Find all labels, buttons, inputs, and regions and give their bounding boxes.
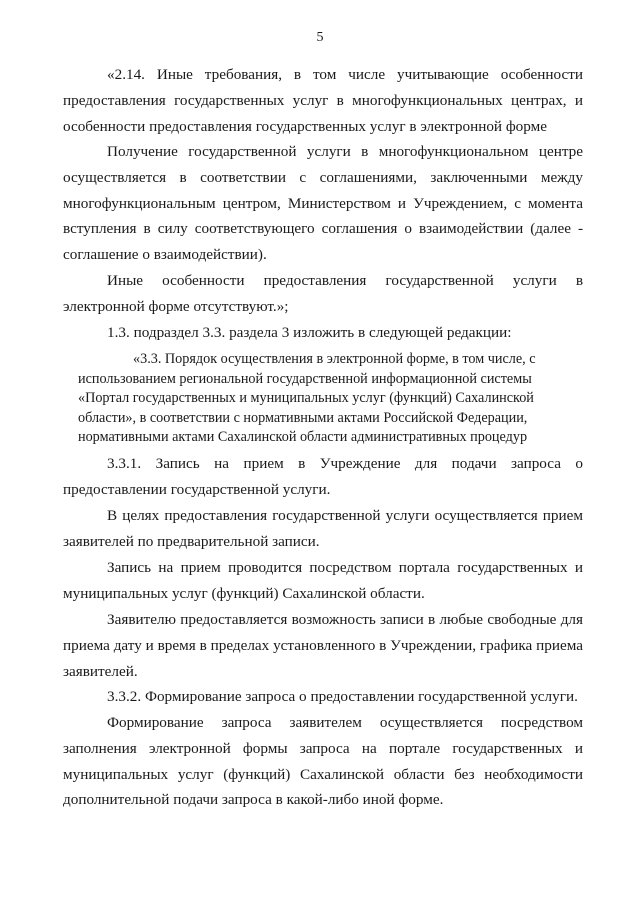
section-3-3-heading-line: использованием региональной государственной информационной системы xyxy=(78,370,532,387)
paragraph-3-3-2: 3.3.2. Формирование запроса о предоставлении государственной услуги. xyxy=(107,688,578,705)
section-3-3-heading-line: «3.3. Порядок осуществления в электронной форме, в том числе, с xyxy=(133,351,536,367)
section-3-3-heading-line: области», в соответствии с нормативными актами Российской Федерации, xyxy=(78,409,528,426)
paragraph-free-slots: Заявителю предоставляется возможность записи в любые свободные для приема дату и время в пределах установленного в Учреждении, графика приема заявителей. xyxy=(63,611,583,680)
paragraph-request-formation: Формирование запроса заявителем осуществляется посредством заполнения электронной формы запроса на портале государственных и муниципальных услуг (функций) Сахалинской области без необходимости дополнительной подачи запроса в какой-либо иной форме. xyxy=(63,714,583,809)
paragraph-3-3-1: 3.3.1. Запись на прием в Учреждение для подачи запроса о предоставлении государственной услуги. xyxy=(63,455,583,498)
section-3-3-heading-line: «Портал государственных и муниципальных услуг (функций) Сахалинской xyxy=(78,390,534,406)
paragraph-2-14-heading: «2.14. Иные требования, в том числе учитывающие особенности предоставления государственных услуг в многофункциональных центрах, и особенности предоставления государственных услуг в электронной форме xyxy=(63,66,583,135)
paragraph-mfc-services: Получение государственной услуги в многофункциональном центре осуществляется в соответствии с соглашениями, заключенными между многофункциональным центром, Министерством и Учреждением, с момента вступления в силу соответствующего соглашения о взаимодействии (далее - соглашение о взаимодействии). xyxy=(63,143,583,264)
paragraph-amendment-1-3: 1.3. подраздел 3.3. раздела 3 изложить в следующей редакции: xyxy=(107,324,512,341)
paragraph-appointment-portal: Запись на прием проводится посредством портала государственных и муниципальных услуг (функций) Сахалинской области. xyxy=(63,559,583,602)
paragraph-preliminary-appointment: В целях предоставления государственной услуги осуществляется прием заявителей по предварительной записи. xyxy=(63,507,583,550)
paragraph-electronic-absent: Иные особенности предоставления государственной услуги в электронной форме отсутствуют.»; xyxy=(63,272,583,315)
section-3-3-heading-line: нормативными актами Сахалинской области административных процедур xyxy=(78,429,528,445)
page-number: 5 xyxy=(316,30,324,45)
section-3-3-heading xyxy=(78,350,573,448)
